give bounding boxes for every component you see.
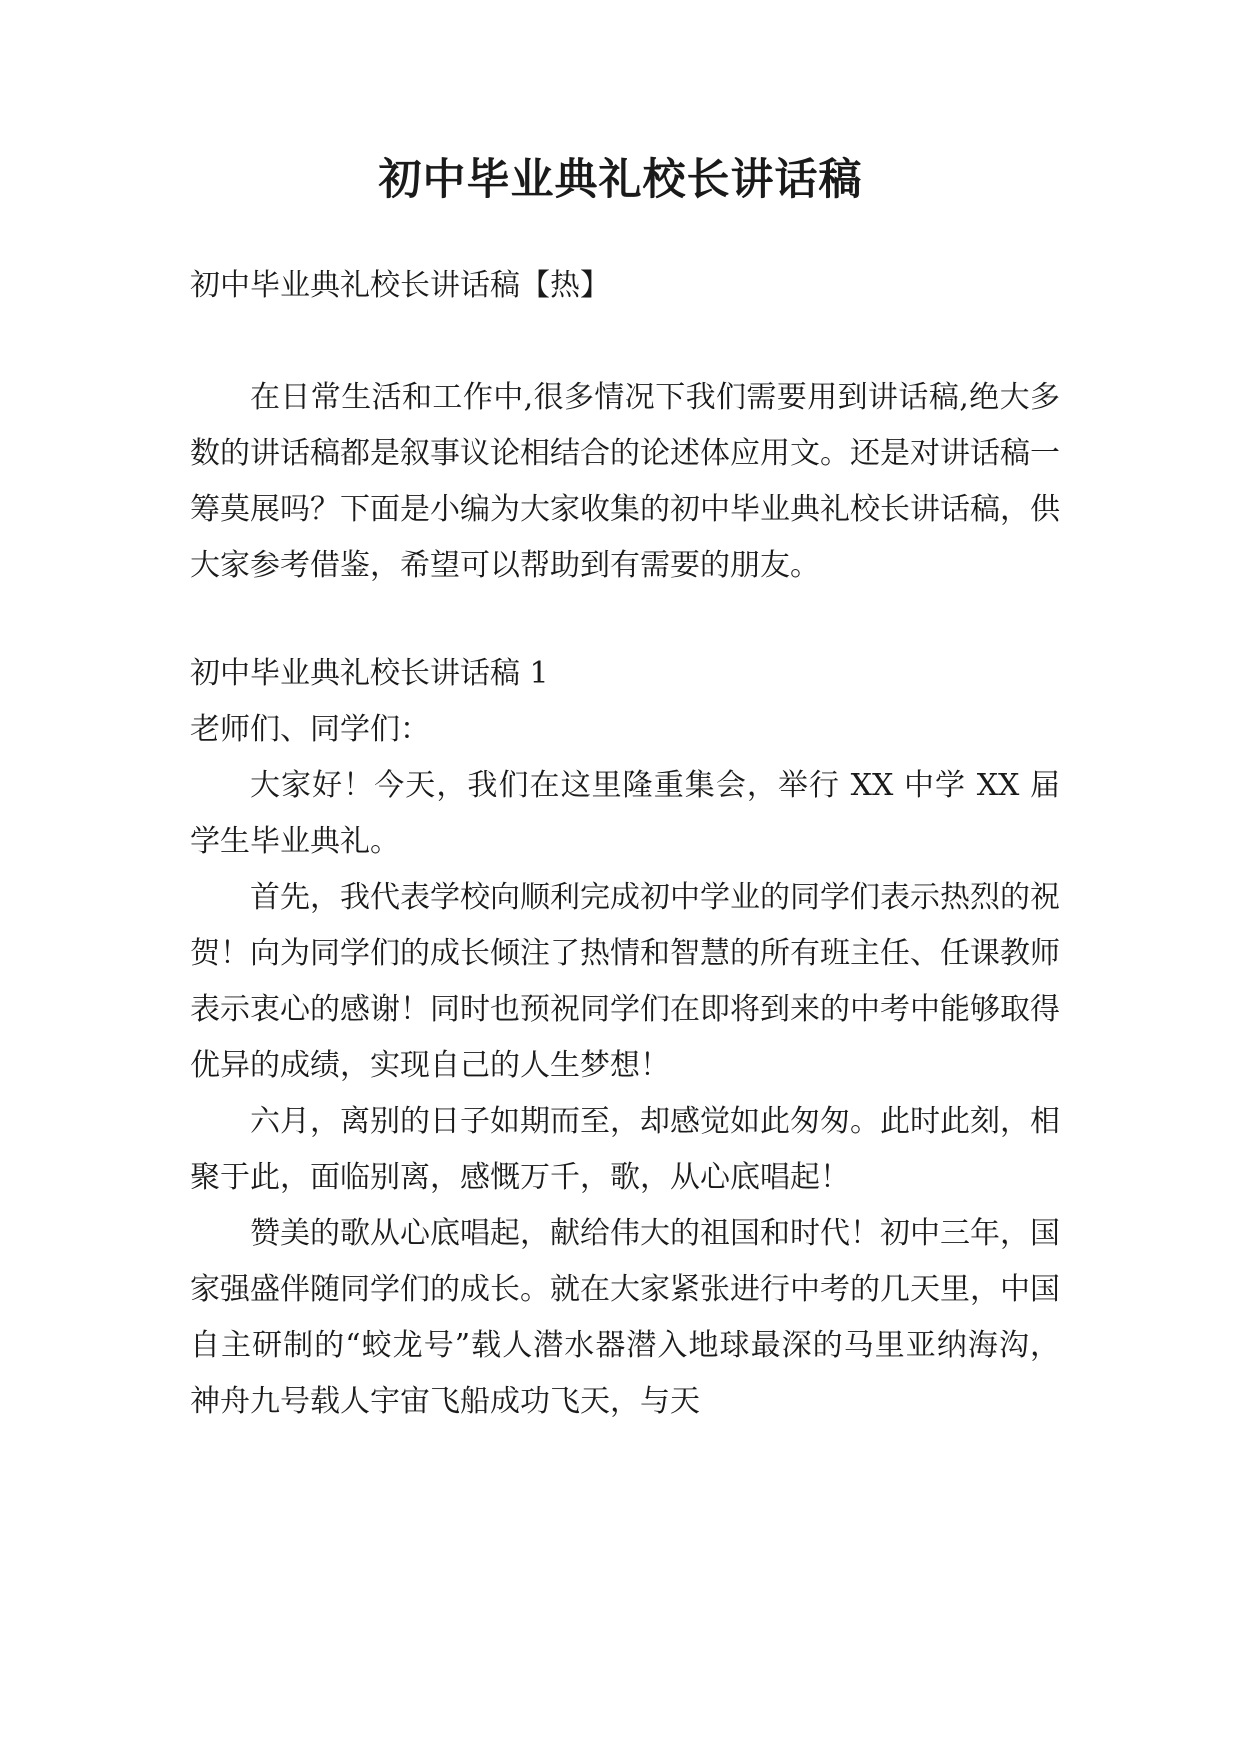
salutation: 老师们、同学们：: [190, 712, 430, 747]
document-subtitle: 初中毕业典礼校长讲话稿【热】: [190, 268, 610, 303]
document-body: [190, 258, 1060, 1430]
body-paragraph-4: 赞美的歌从心底唱起，献给伟大的祖国和时代！初中三年，国家强盛伴随同学们的成长。就在大家紧张进行中考的几天里，中国自主研制的“蛟龙号”载人潜水器潜入地球最深的马里亚纳海沟，神舟九号载人宇宙飞船成功飞天，与天: [190, 1216, 1060, 1419]
body-paragraph-1: 大家好！今天，我们在这里隆重集会，举行 XX 中学 XX 届学生毕业典礼。: [190, 768, 1060, 859]
section-heading: 初中毕业典礼校长讲话稿 1: [190, 656, 549, 691]
document-title: 初中毕业典礼校长讲话稿: [378, 155, 863, 205]
intro-paragraph: 在日常生活和工作中,很多情况下我们需要用到讲话稿,绝大多数的讲话稿都是叙事议论相结合的论述体应用文。还是对讲话稿一筹莫展吗？下面是小编为大家收集的初中毕业典礼校长讲话稿，供大家参考借鉴，希望可以帮助到有需要的朋友。: [190, 380, 1060, 583]
body-paragraph-2: 首先，我代表学校向顺利完成初中学业的同学们表示热烈的祝贺！向为同学们的成长倾注了热情和智慧的所有班主任、任课教师表示衷心的感谢！同时也预祝同学们在即将到来的中考中能够取得优异的成绩，实现自己的人生梦想！: [190, 880, 1060, 1083]
body-paragraph-3: 六月，离别的日子如期而至，却感觉如此匆匆。此时此刻，相聚于此，面临别离，感慨万千，歌，从心底唱起！: [190, 1104, 1060, 1195]
